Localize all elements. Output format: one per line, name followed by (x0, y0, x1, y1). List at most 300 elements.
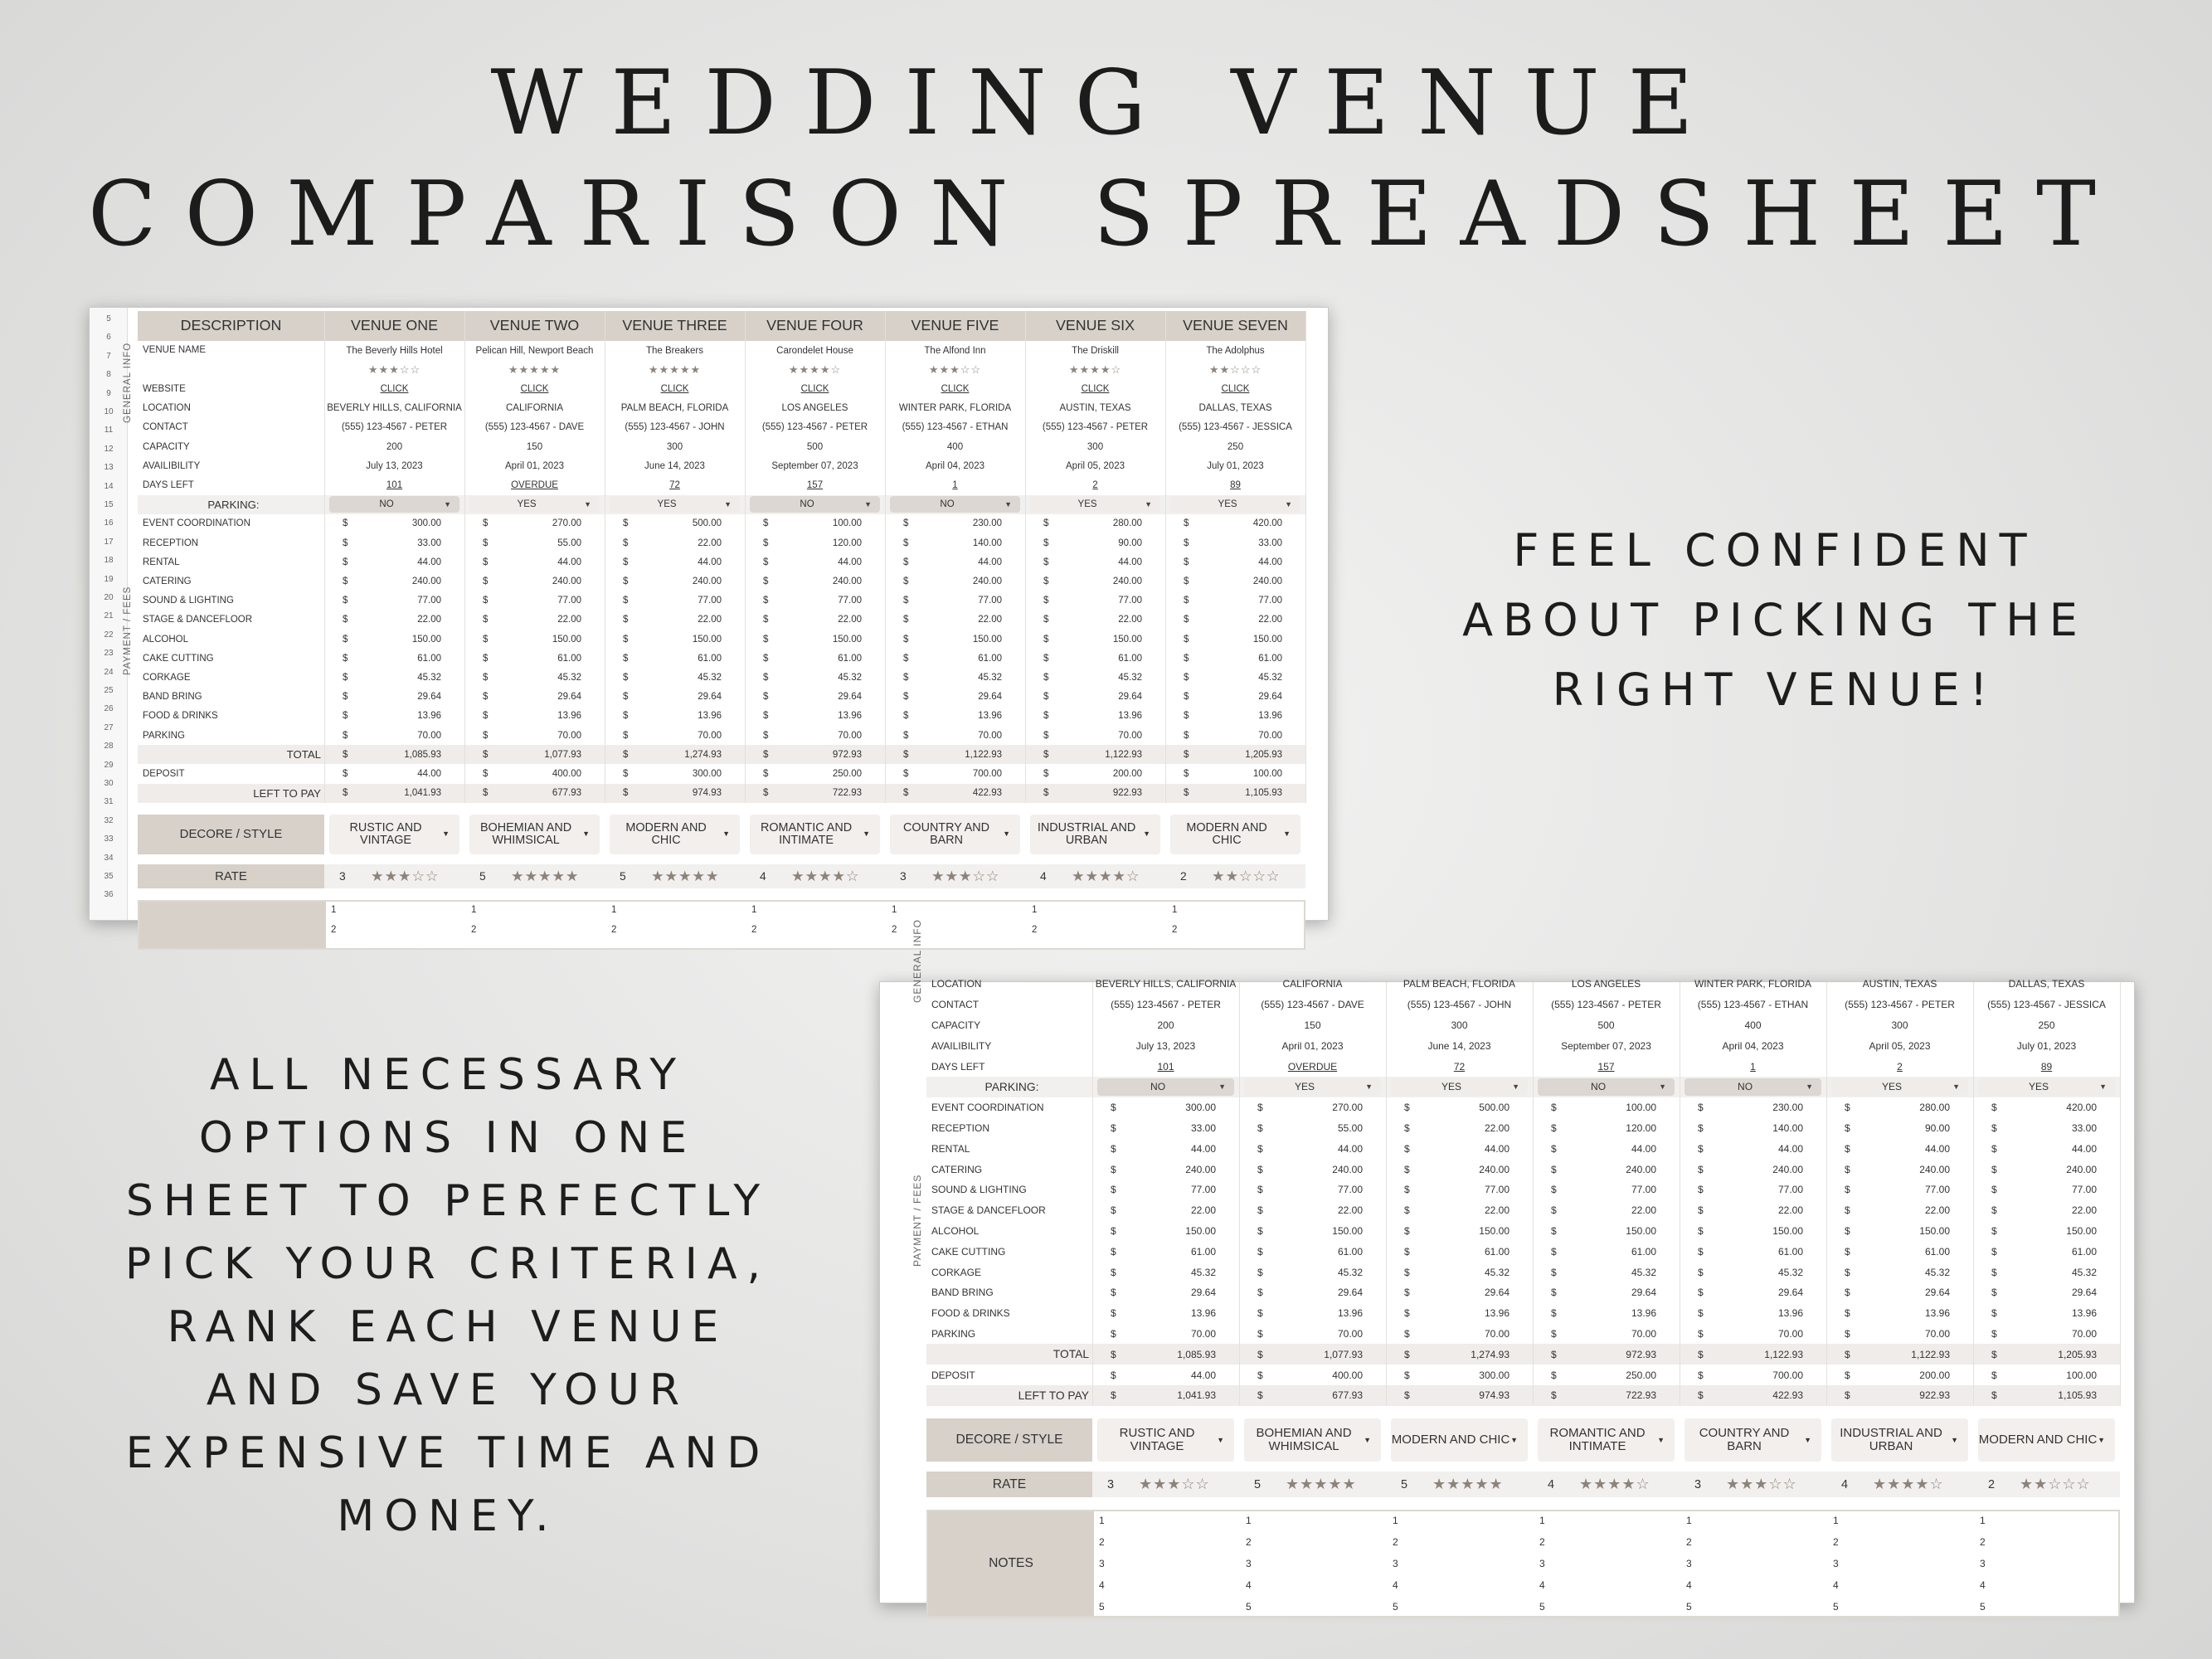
row-label: RECEPTION (931, 1121, 990, 1134)
style-dropdown[interactable] (1538, 1418, 1675, 1462)
parking-value: NO (1591, 1081, 1607, 1093)
notes-column[interactable] (1094, 1511, 1241, 1616)
parking-dropdown[interactable] (1978, 1078, 2115, 1096)
parking-dropdown[interactable] (1244, 1078, 1381, 1096)
fee-amount (1386, 1204, 1533, 1216)
amount-value: 44.00 (1631, 1142, 1656, 1155)
notes-column[interactable] (1975, 1511, 2122, 1616)
currency-symbol: $ (1257, 1121, 1263, 1134)
column-header: DESCRIPTION (180, 317, 282, 334)
section-label-general: GENERAL INFO (123, 342, 133, 423)
note-number: 4 (1099, 1579, 1105, 1592)
amount-value: 250.00 (1626, 1369, 1656, 1381)
fee-row (138, 552, 1305, 572)
style-dropdown[interactable] (1978, 1418, 2115, 1462)
website-link[interactable]: CLICK (1221, 383, 1250, 394)
fee-amount (464, 654, 605, 664)
currency-symbol: $ (1404, 1307, 1410, 1320)
amount-value: 400.00 (1332, 1369, 1363, 1381)
currency-symbol: $ (343, 730, 348, 741)
rate-cell (1239, 1476, 1386, 1493)
column-header: VENUE FOUR (766, 317, 863, 334)
currency-symbol: $ (1991, 1389, 1997, 1402)
amount-value: 45.32 (417, 672, 441, 683)
currency-symbol: $ (1991, 1142, 1997, 1155)
notes-column[interactable] (1681, 1511, 1828, 1616)
fee-amount (1973, 1204, 2120, 1216)
rate-cell (1533, 1476, 1680, 1493)
style-dropdown[interactable] (890, 815, 1020, 855)
chevron-down-icon: ▼ (1512, 1082, 1519, 1092)
style-dropdown[interactable] (1030, 815, 1160, 855)
fee-amount (885, 673, 1025, 683)
star-rating-icon: ★★★★★ (511, 868, 580, 884)
info-value: WINTER PARK, FLORIDA (898, 403, 1012, 414)
currency-symbol: $ (1991, 1245, 1997, 1258)
currency-symbol: $ (1551, 1121, 1557, 1134)
amount-value: 44.00 (557, 557, 581, 567)
currency-symbol: $ (343, 711, 348, 722)
venue-name: The Alfond Inn (924, 345, 986, 356)
style-dropdown[interactable] (750, 815, 880, 855)
currency-symbol: $ (623, 596, 629, 606)
amount-value: 22.00 (1777, 1204, 1803, 1217)
decore-row (926, 1418, 2120, 1462)
amount-value: 1,041.93 (1177, 1389, 1216, 1402)
notes-column[interactable] (1534, 1511, 1681, 1616)
info-row-location (138, 399, 1305, 418)
info-value: 1 (1750, 1060, 1756, 1073)
amount-value: 1,205.93 (1245, 749, 1282, 760)
info-row-contact (926, 995, 2120, 1015)
amount-value: 240.00 (411, 576, 441, 586)
row-label: ALCOHOL (143, 634, 188, 645)
amount-value: 70.00 (1484, 1327, 1510, 1340)
currency-symbol: $ (1698, 1245, 1704, 1258)
fee-amount (1386, 1287, 1533, 1298)
info-value: 150 (526, 441, 543, 452)
fee-amount (464, 692, 605, 702)
tagline-line: MONEY. (337, 1491, 559, 1541)
amount-value: 33.00 (2071, 1121, 2097, 1134)
notes-column[interactable] (746, 902, 887, 948)
parking-cell (1239, 1077, 1386, 1097)
currency-symbol: $ (1845, 1102, 1850, 1114)
chevron-down-icon: ▼ (442, 830, 450, 839)
parking-dropdown[interactable] (1831, 1078, 1968, 1096)
amount-value: 240.00 (692, 576, 722, 586)
row-label: CAKE CUTTING (143, 653, 214, 664)
currency-symbol: $ (1991, 1287, 1997, 1299)
fee-amount (1092, 1225, 1239, 1237)
tagline-line: EXPENSIVE TIME AND (125, 1428, 771, 1478)
note-number: 5 (1393, 1601, 1398, 1613)
amount-value: 677.93 (552, 788, 581, 799)
amount-value: 22.00 (1924, 1204, 1950, 1217)
fee-amount (745, 615, 885, 625)
fee-amount (1680, 1122, 1826, 1134)
total-amount (885, 750, 1025, 760)
fee-amount (1165, 538, 1305, 548)
amount-value: 44.00 (978, 557, 1002, 567)
currency-symbol: $ (623, 576, 629, 586)
style-dropdown[interactable] (1097, 1418, 1234, 1462)
left_to_pay-amount (1165, 788, 1305, 798)
info-value: 300 (1451, 1019, 1468, 1031)
amount-value: 29.64 (417, 692, 441, 703)
currency-symbol: $ (903, 730, 909, 741)
section-label-payment: PAYMENT / FEES (912, 1174, 923, 1267)
currency-symbol: $ (1404, 1142, 1410, 1155)
amount-value: 1,122.93 (1105, 749, 1142, 760)
row-label: CORKAGE (931, 1266, 982, 1278)
currency-symbol: $ (903, 692, 909, 703)
parking-dropdown[interactable] (890, 496, 1020, 513)
fee-amount (1973, 1184, 2120, 1195)
amount-value: 1,105.93 (2058, 1389, 2097, 1402)
note-number: 4 (1833, 1579, 1839, 1592)
venue-stars-row (138, 360, 1305, 379)
notes-column[interactable] (466, 902, 606, 948)
fee-amount (1239, 1143, 1386, 1155)
parking-dropdown[interactable] (1030, 496, 1160, 513)
fee-amount (1680, 1184, 1826, 1195)
fee-amount (885, 596, 1025, 606)
row-number: 10 (104, 407, 114, 416)
currency-symbol: $ (1404, 1287, 1410, 1299)
deposit-amount (1533, 1370, 1680, 1381)
currency-symbol: $ (483, 749, 489, 760)
currency-symbol: $ (1404, 1369, 1410, 1381)
total-amount (1239, 1349, 1386, 1360)
parking-dropdown[interactable] (1097, 1078, 1234, 1096)
amount-value: 422.93 (972, 788, 1002, 799)
tagline-line: FEEL CONFIDENT (1513, 524, 2037, 577)
column-header: VENUE TWO (489, 317, 580, 334)
fee-amount (885, 557, 1025, 567)
fee-amount (324, 518, 464, 528)
tagline-line: ALL NECESSARY (209, 1050, 687, 1100)
style-dropdown[interactable] (1244, 1418, 1381, 1462)
currency-symbol: $ (1404, 1266, 1410, 1278)
amount-value: 45.32 (1631, 1266, 1656, 1278)
deposit-amount (1386, 1370, 1533, 1381)
fee-amount (1239, 1307, 1386, 1319)
info-value: 500 (806, 441, 824, 452)
fee-amount (1239, 1246, 1386, 1258)
info-value: BEVERLY HILLS, CALIFORNIA (1095, 978, 1237, 990)
left_to_pay-amount (745, 788, 885, 798)
currency-symbol: $ (1184, 768, 1189, 779)
currency-symbol: $ (903, 672, 909, 683)
row-number: 15 (104, 500, 114, 509)
fee-row (138, 572, 1305, 591)
rate-number: 2 (1988, 1477, 1996, 1491)
style-dropdown[interactable] (469, 815, 600, 855)
chevron-down-icon: ▼ (2099, 1082, 2107, 1092)
note-number: 2 (892, 925, 897, 936)
fee-amount (1165, 615, 1305, 625)
info-value: 250 (2038, 1019, 2055, 1031)
fee-amount (1386, 1184, 1533, 1195)
parking-cell (1386, 1077, 1533, 1097)
amount-value: 77.00 (1631, 1184, 1656, 1196)
fee-amount (1533, 1328, 1680, 1340)
info-value: 300 (666, 441, 683, 452)
website-link[interactable]: CLICK (941, 383, 970, 394)
fee-amount (885, 538, 1025, 548)
rate-cell (464, 868, 605, 885)
currency-symbol: $ (1184, 518, 1189, 529)
column-header: VENUE SEVEN (1183, 317, 1288, 334)
parking-dropdown[interactable] (750, 496, 880, 513)
currency-symbol: $ (1043, 653, 1049, 664)
note-number: 2 (331, 925, 337, 936)
tagline-left (83, 1044, 813, 1548)
amount-value: 61.00 (1777, 1245, 1803, 1258)
info-row-availability (926, 1035, 2120, 1056)
amount-value: 150.00 (1252, 634, 1282, 645)
fee-amount (1973, 1102, 2120, 1113)
total-row (926, 1344, 2120, 1365)
currency-symbol: $ (1043, 730, 1049, 741)
left_to_pay-amount (1973, 1389, 2120, 1401)
grid-line (1305, 311, 1306, 803)
chevron-down-icon: ▼ (1004, 500, 1012, 509)
parking-cell (1092, 1077, 1239, 1097)
currency-symbol: $ (1184, 538, 1189, 548)
row-number: 36 (104, 890, 114, 900)
notes-label (139, 902, 326, 948)
fee-amount (1826, 1225, 1973, 1237)
amount-value: 13.96 (978, 711, 1002, 722)
info-value: 157 (806, 479, 824, 490)
parking-dropdown[interactable] (469, 496, 600, 513)
grid-line (1025, 311, 1026, 803)
currency-symbol: $ (623, 518, 629, 529)
parking-dropdown[interactable] (1538, 1078, 1675, 1096)
fee-amount (605, 615, 745, 625)
parking-dropdown[interactable] (610, 496, 740, 513)
row-label: BAND BRING (143, 692, 202, 703)
style-dropdown[interactable] (1170, 815, 1300, 855)
amount-value: 70.00 (698, 730, 722, 741)
row-number: 29 (104, 760, 114, 770)
notes-column[interactable] (326, 902, 466, 948)
notes-column[interactable] (1241, 1511, 1388, 1616)
amount-value: 922.93 (1919, 1389, 1950, 1402)
fee-amount (1973, 1267, 2120, 1278)
chevron-down-icon: ▼ (1804, 1435, 1811, 1444)
rate-cell (745, 868, 885, 885)
star-rating-icon: ★★★★☆ (791, 868, 860, 884)
left_to_pay-row (926, 1385, 2120, 1406)
currency-symbol: $ (903, 596, 909, 606)
rate-number: 3 (1107, 1477, 1115, 1491)
currency-symbol: $ (1845, 1204, 1850, 1217)
style-dropdown[interactable] (329, 815, 459, 855)
currency-symbol: $ (1043, 711, 1049, 722)
fee-amount (324, 577, 464, 586)
notes-column[interactable] (1388, 1511, 1534, 1616)
fee-amount (1025, 673, 1165, 683)
style-value: ROMANTIC AND INTIMATE (1549, 1425, 1646, 1453)
currency-symbol: $ (483, 518, 489, 529)
amount-value: 140.00 (1772, 1121, 1803, 1134)
total-amount (745, 750, 885, 760)
fee-amount (1025, 557, 1165, 567)
star-rating-icon: ★★★★☆ (1873, 1476, 1944, 1493)
fee-amount (1533, 1225, 1680, 1237)
website-link[interactable]: CLICK (520, 383, 549, 394)
fee-amount (1680, 1246, 1826, 1258)
currency-symbol: $ (1111, 1389, 1116, 1402)
chevron-down-icon: ▼ (1143, 830, 1150, 839)
fee-amount (1165, 596, 1305, 606)
notes-column[interactable] (1167, 902, 1307, 948)
rate-number: 5 (620, 870, 626, 883)
style-cell (605, 815, 745, 855)
notes-column[interactable] (887, 902, 1027, 948)
currency-symbol: $ (343, 576, 348, 586)
parking-value: YES (1218, 499, 1237, 510)
amount-value: 240.00 (1252, 576, 1282, 586)
chevron-down-icon: ▼ (863, 830, 870, 839)
notes-column[interactable] (1828, 1511, 1975, 1616)
chevron-down-icon: ▼ (1365, 1082, 1373, 1092)
currency-symbol: $ (1845, 1287, 1850, 1299)
row-label: STAGE & DANCEFLOOR (143, 615, 253, 625)
currency-symbol: $ (1698, 1163, 1704, 1175)
total-amount (1165, 750, 1305, 760)
fee-amount (1025, 731, 1165, 741)
style-cell (885, 815, 1025, 855)
row-label: PARKING (143, 730, 185, 741)
amount-value: 45.32 (698, 672, 722, 683)
amount-value: 70.00 (1118, 730, 1142, 741)
parking-dropdown[interactable] (1170, 496, 1300, 513)
style-value: INDUSTRIAL AND URBAN (1037, 820, 1136, 848)
amount-value: 44.00 (1190, 1369, 1216, 1381)
fee-amount (1680, 1267, 1826, 1278)
parking-dropdown[interactable] (329, 496, 459, 513)
note-number: 1 (1099, 1515, 1105, 1527)
info-value: DALLAS, TEXAS (2008, 978, 2085, 990)
style-value: ROMANTIC AND INTIMATE (760, 820, 853, 848)
parking-dropdown[interactable] (1391, 1078, 1528, 1096)
amount-value: 1,122.93 (965, 749, 1002, 760)
venue-name-row (138, 341, 1305, 360)
info-value: July 13, 2023 (366, 460, 423, 471)
amount-value: 240.00 (1185, 1163, 1216, 1175)
fee-row (138, 514, 1305, 533)
amount-value: 70.00 (557, 730, 581, 741)
amount-value: 29.64 (1118, 692, 1142, 703)
fee-amount (1386, 1102, 1533, 1113)
amount-value: 420.00 (1252, 518, 1282, 529)
website-link[interactable]: CLICK (660, 383, 689, 394)
amount-value: 1,077.93 (544, 749, 581, 760)
currency-symbol: $ (1043, 538, 1049, 548)
total-amount (605, 750, 745, 760)
fee-amount (464, 538, 605, 548)
star-rating-icon: ★★☆☆☆ (2020, 1476, 2091, 1493)
style-dropdown[interactable] (1685, 1418, 1821, 1462)
amount-value: 420.00 (2066, 1102, 2097, 1114)
row-label: CAPACITY (143, 441, 190, 452)
currency-symbol: $ (1404, 1163, 1410, 1175)
currency-symbol: $ (623, 788, 629, 799)
row-number: 31 (104, 797, 114, 807)
website-link[interactable]: CLICK (380, 383, 409, 394)
row-number: 24 (104, 667, 114, 677)
fee-amount (1239, 1225, 1386, 1237)
fee-amount (1092, 1204, 1239, 1216)
style-value: BOHEMIAN AND WHIMSICAL (1256, 1425, 1352, 1453)
website-link[interactable]: CLICK (800, 383, 829, 394)
amount-value: 972.93 (1626, 1348, 1656, 1360)
info-value: BEVERLY HILLS, CALIFORNIA (327, 403, 462, 414)
notes-column[interactable] (1027, 902, 1167, 948)
amount-value: 70.00 (838, 730, 862, 741)
currency-symbol: $ (1043, 672, 1049, 683)
website-link[interactable]: CLICK (1081, 383, 1110, 394)
currency-symbol: $ (1257, 1102, 1263, 1114)
info-value: 500 (1597, 1019, 1615, 1031)
note-number: 5 (1833, 1601, 1839, 1613)
fee-amount (1092, 1287, 1239, 1298)
style-cell (1239, 1418, 1386, 1462)
fee-amount (1239, 1184, 1386, 1195)
info-value: July 01, 2023 (1207, 460, 1264, 471)
style-dropdown[interactable] (610, 815, 740, 855)
amount-value: 280.00 (1919, 1102, 1950, 1114)
tagline-line: AND SAVE YOUR (206, 1365, 690, 1415)
star-rating-icon: ★★★☆☆ (928, 362, 982, 376)
amount-value: 1,122.93 (1911, 1348, 1950, 1360)
row-number: 13 (104, 463, 114, 473)
currency-symbol: $ (343, 653, 348, 664)
fee-amount (745, 654, 885, 664)
star-rating-icon: ★★★★★ (1432, 1476, 1504, 1493)
fee-amount (885, 711, 1025, 721)
fee-row (926, 1200, 2120, 1221)
parking-row (138, 495, 1305, 514)
star-rating-icon: ★★★☆☆ (367, 362, 421, 376)
fee-amount (324, 692, 464, 702)
fee-amount (464, 557, 605, 567)
row-label: ALCOHOL (931, 1224, 980, 1237)
fee-amount (324, 615, 464, 625)
style-dropdown[interactable] (1831, 1418, 1968, 1462)
fee-row (138, 688, 1305, 707)
amount-value: 240.00 (1772, 1163, 1803, 1175)
parking-value: YES (1077, 499, 1097, 510)
decore-label: DECORE / STYLE (926, 1418, 1092, 1462)
amount-value: 29.64 (1337, 1287, 1363, 1299)
style-cell (1533, 1418, 1680, 1462)
style-dropdown[interactable] (1391, 1418, 1528, 1462)
amount-value: 1,105.93 (1245, 788, 1282, 799)
chevron-down-icon: ▼ (864, 500, 872, 509)
notes-column[interactable] (606, 902, 746, 948)
parking-dropdown[interactable] (1685, 1078, 1821, 1096)
rate-number: 4 (1548, 1477, 1555, 1491)
amount-value: 70.00 (1190, 1327, 1216, 1340)
row-number: 33 (104, 834, 114, 844)
currency-symbol: $ (483, 596, 489, 606)
chevron-down-icon: ▼ (584, 500, 591, 509)
